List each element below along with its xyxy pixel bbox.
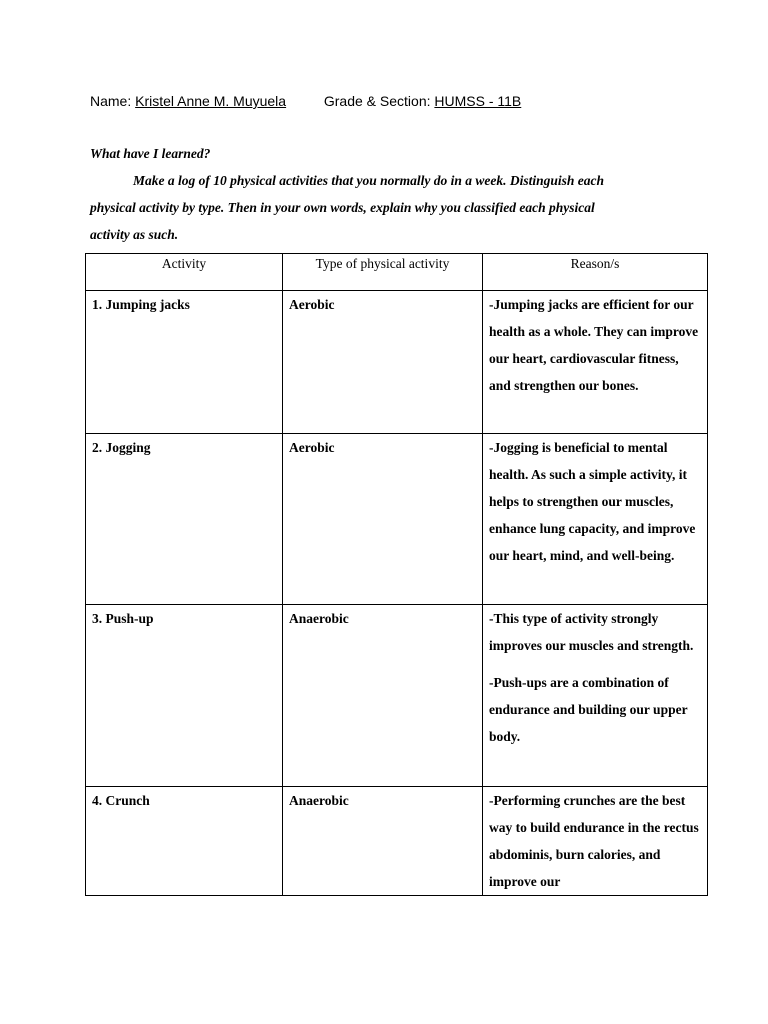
instruction-line-1: Make a log of 10 physical activities that you normally do in a week. Distinguish each	[133, 173, 605, 188]
activity-cell: 4. Crunch	[86, 787, 283, 896]
reason-text: -Push-ups are a combination of endurance and building our upper body.	[489, 675, 688, 744]
table-header-row	[86, 254, 708, 291]
reason-cell	[483, 787, 708, 896]
column-header-type: Type of physical activity	[283, 254, 483, 291]
activity-cell: 3. Push-up	[86, 605, 283, 787]
student-name: Kristel Anne M. Muyuela	[135, 93, 287, 109]
reason-text: -Performing crunches are the best way to build endurance in the rectus abdominis, burn calories, and improve our	[489, 793, 699, 889]
reason-cell	[483, 605, 708, 787]
activity-cell: 1. Jumping jacks	[86, 291, 283, 434]
instruction-line-3: activity as such.	[90, 227, 179, 242]
name-label: Name:	[90, 93, 132, 109]
table-row	[86, 605, 708, 787]
table-row	[86, 434, 708, 605]
type-cell: Aerobic	[283, 291, 483, 434]
section-label: Grade & Section:	[323, 93, 431, 109]
type-cell: Anaerobic	[283, 605, 483, 787]
reason-text: -This type of activity strongly improves our muscles and strength.	[489, 611, 694, 653]
section-value: HUMSS - 11B	[434, 93, 522, 109]
reason-text: -Jumping jacks are efficient for our health as a whole. They can improve our heart, cardiovascular fitness, and strengthen our bones.	[489, 297, 699, 393]
table-row	[86, 787, 708, 896]
column-header-activity: Activity	[86, 254, 283, 291]
type-cell: Aerobic	[283, 434, 483, 605]
question-title: What have I learned?	[90, 146, 211, 161]
reason-cell	[483, 291, 708, 434]
activity-log-table	[85, 253, 708, 896]
reason-text: -Jogging is beneficial to mental health. As such a simple activity, it helps to strengthen our muscles, enhance lung capacity, and improve our heart, mind, and well-being.	[489, 440, 696, 563]
reason-cell	[483, 434, 708, 605]
type-cell: Anaerobic	[283, 787, 483, 896]
activity-cell: 2. Jogging	[86, 434, 283, 605]
student-info-line	[90, 93, 521, 109]
table-row	[86, 291, 708, 434]
column-header-reasons: Reason/s	[483, 254, 708, 291]
instruction-line-2: physical activity by type. Then in your own words, explain why you classified each physical	[90, 200, 595, 215]
